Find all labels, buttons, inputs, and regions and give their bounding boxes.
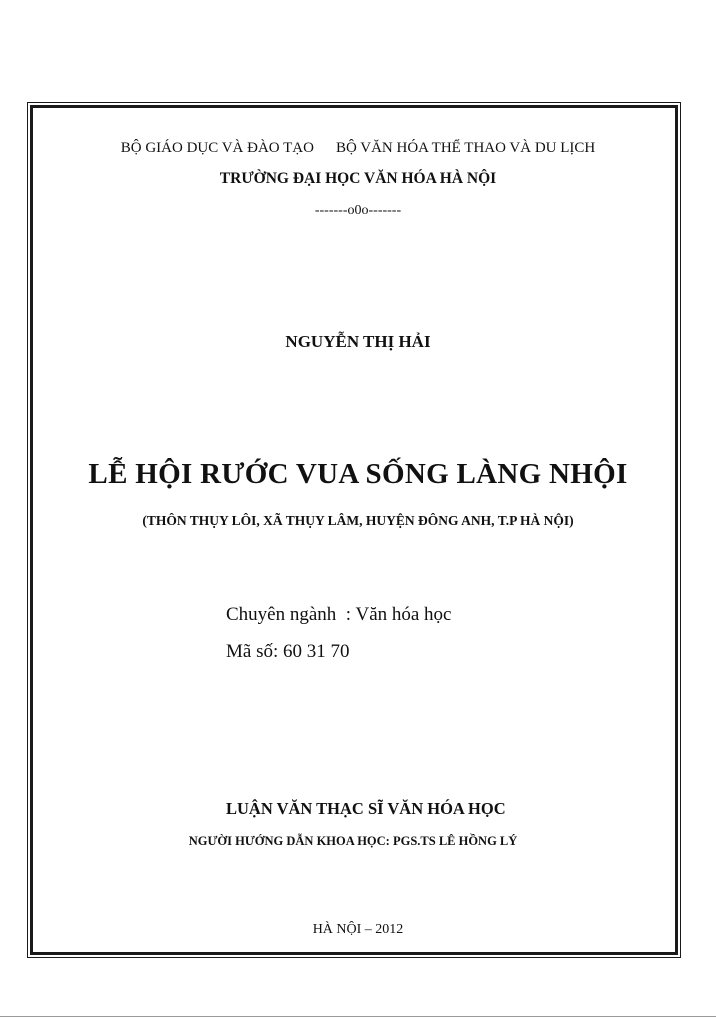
ornament-divider: -------o0o-------: [314, 203, 402, 218]
advisor-name: NGƯỜI HƯỚNG DẪN KHOA HỌC: PGS.TS LÊ HỒNG LÝ: [188, 834, 518, 848]
page-border-frame: [30, 105, 678, 955]
author-name: NGUYỄN THỊ HẢI: [285, 332, 431, 351]
degree-type: LUẬN VĂN THẠC SĨ VĂN HÓA HỌC: [226, 799, 506, 818]
university-name: TRƯỜNG ĐẠI HỌC VĂN HÓA HÀ NỘI: [219, 170, 497, 187]
specialization-code: Mã số: 60 31 70: [226, 641, 350, 662]
place-and-year: HÀ NỘI – 2012: [312, 922, 404, 937]
thesis-title: LỄ HỘI RƯỚC VUA SỐNG LÀNG NHỘI: [88, 458, 628, 490]
specialization-major: Chuyên ngành : Văn hóa học: [226, 604, 452, 625]
ministries-header: [0, 140, 716, 157]
ministry-education: BỘ GIÁO DỤC VÀ ĐÀO TẠO: [120, 140, 314, 156]
ministry-culture: BỘ VĂN HÓA THỂ THAO VÀ DU LỊCH: [335, 140, 596, 156]
thesis-subtitle: (THÔN THỤY LÔI, XÃ THỤY LÂM, HUYỆN ĐÔNG ANH, T.P HÀ NỘI): [142, 513, 574, 528]
page-bottom-rule: [0, 1016, 716, 1017]
